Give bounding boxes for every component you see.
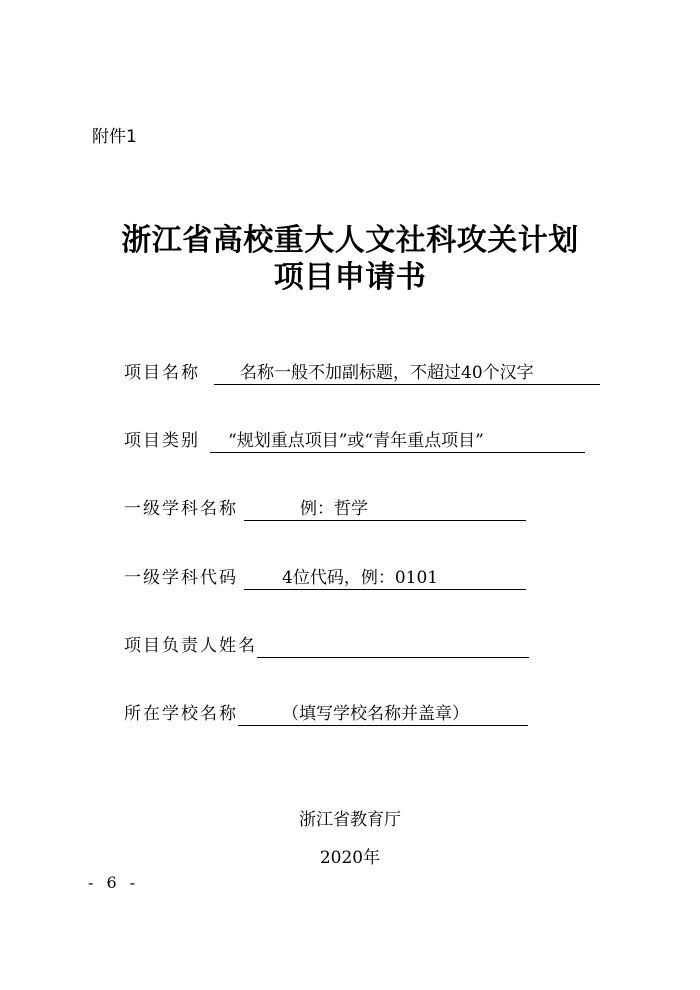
document-title-line-1: 浙江省高校重大人文社科攻关计划 (121, 223, 579, 258)
issue-year: 2020年 (319, 848, 381, 868)
field-value-discipline-name[interactable]: 例：哲学 (244, 497, 526, 521)
field-school-name (124, 702, 528, 726)
field-project-category (124, 429, 585, 453)
field-project-name (124, 361, 600, 385)
field-label-school-name: 所在学校名称 (124, 704, 238, 724)
document-title-line-2: 项目申请书 (273, 260, 427, 295)
field-discipline-code (124, 566, 526, 590)
field-value-school-name[interactable]: （填写学校名称并盖章） (238, 702, 528, 726)
field-value-project-name[interactable]: 名称一般不加副标题，不超过40个汉字 (214, 361, 600, 385)
field-discipline-name (124, 497, 526, 521)
field-value-discipline-code[interactable]: 4位代码，例：0101 (244, 566, 526, 590)
field-label-project-leader: 项目负责人姓名 (124, 636, 257, 656)
field-label-project-category: 项目类别 (124, 431, 200, 451)
attachment-label: 附件1 (92, 127, 137, 147)
issuer-name: 浙江省教育厅 (299, 810, 401, 830)
field-project-leader (124, 634, 529, 658)
field-value-project-category[interactable]: “规划重点项目”或“青年重点项目” (210, 429, 585, 453)
field-label-project-name: 项目名称 (124, 363, 200, 383)
field-label-discipline-name: 一级学科名称 (124, 499, 238, 519)
page-number: - 6 - (88, 873, 140, 892)
field-label-discipline-code: 一级学科代码 (124, 568, 238, 588)
field-value-project-leader[interactable] (257, 634, 529, 658)
